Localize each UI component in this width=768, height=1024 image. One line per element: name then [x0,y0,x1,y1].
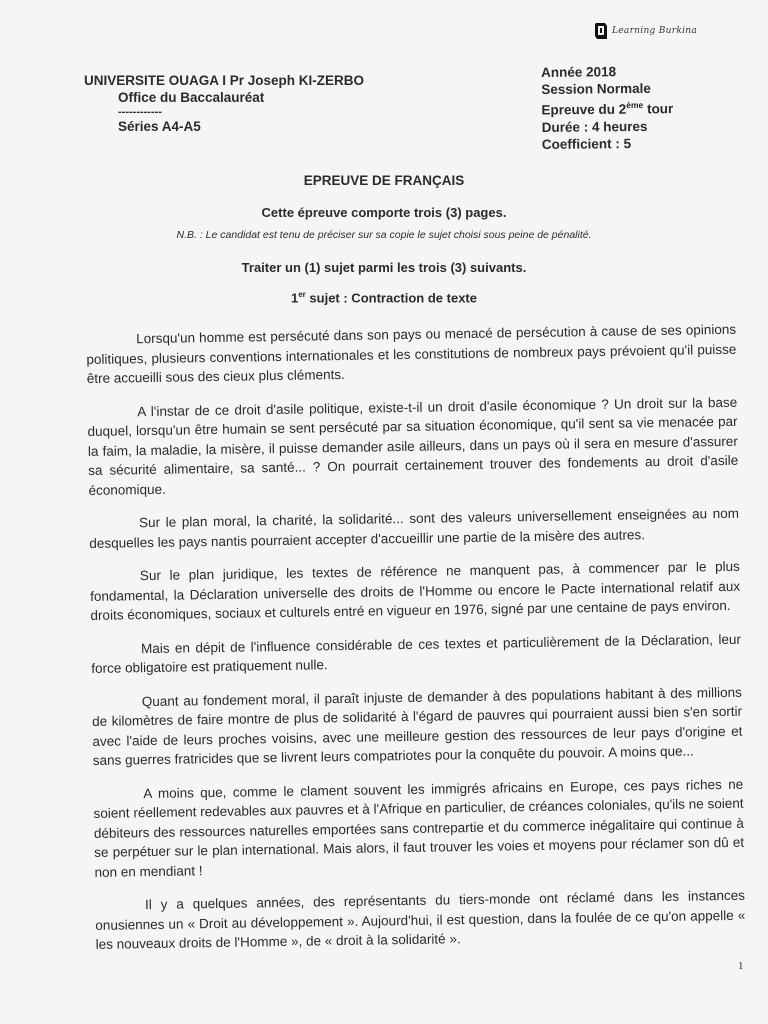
paragraph: A l'instar de ce droit d'asile politique, existe-t-il un droit d'asile économique ? Un droit sur la base duquel, lorsqu'un être humain se sent persécuté par sa situation économique, qu'il sent sa vie menacée par la faim, la maladie, la misère, il puisse demander asile ailleurs, dans un pays où il sera en mesure d'assurer sa sécurité alimentaire, sa santé... ? On pourrait certainement trouver des fondements au droit d'asile économique. [87,394,739,498]
series-label: Séries A4-A5 [118,119,201,134]
page-number: 1 [738,960,744,972]
paragraph: Mais en dépit de l'influence considérable de ces textes et particulièrement de la Déclaration, leur force obligatoire est pratiquement nulle. [91,631,742,676]
page-count-note: Cette épreuve comporte trois (3) pages. [261,205,507,220]
header-exam-info [541,63,674,153]
exam-round: Epreuve du 2ème tour [541,99,674,118]
exam-year: Année 2018 [541,64,617,80]
university-name: UNIVERSITE OUAGA I Pr Joseph KI-ZERBO [84,73,365,88]
header-institution [84,72,364,135]
logo-text: Learning Burkina [612,26,698,36]
paragraph: Quant au fondement moral, il paraît injuste de demander à des populations habitant à des millions de kilomètres de faire montre de plus de solidarité à l'égard de pauvres qui pourraient aussi bien s'en sortir avec l'aide de leurs proches voisins, avec une meilleure gestion des ressources de leur pays d'origine et sans guerres fratricides que se livrent leurs compatriotes pour la conquête du pouvoir. A moins que... [92,684,743,768]
subject-heading: 1er sujet : Contraction de texte [291,290,477,306]
header-separator: ------------ [118,106,162,118]
paragraph: Sur le plan juridique, les textes de référence ne manquent pas, à commencer par le plus fondamental, la Déclaration universelle des droits de l'Homme ou encore le Pacte international relatif aux droits économiques, sociaux et culturels entré en vigueur en 1976, signé par une centaine de pays environ. [90,558,741,623]
paragraph: Sur le plan moral, la charité, la solidarité... sont des valeurs universellement enseignées au nom desquelles les pays nantis pourraient accepter d'accueillir une partie de la misère des autres. [89,505,740,551]
text-body [86,320,746,969]
exam-duration: Durée : 4 heures [541,118,648,135]
exam-coefficient: Coefficient : 5 [541,135,632,152]
instruction: Traiter un (1) sujet parmi les trois (3) suivants. [241,260,527,275]
paragraph: A moins que, comme le clament souvent les immigrés africains en Europe, ces pays riches ne soient réellement redevables aux pauvres et à l'Afrique en particulier, de créances coloniales, qu'ils ne soient débiteurs des ressources naturelles emportées sans contrepartie et du commerce inégalitaire qui continue à se perpétuer sur le plan international. Mais alors, il faut trouver les voies et moyens pour réclamer son dû et non en mendiant ! [93,776,745,880]
exam-title: EPREUVE DE FRANÇAIS [303,173,465,188]
publisher-logo [594,22,697,40]
nb-note: N.B. : Le candidat est tenu de préciser sur sa copie le sujet choisi sous peine de pénalité. [176,229,592,241]
exam-session: Session Normale [541,80,651,97]
paragraph: Il y a quelques années, des représentants du tiers-monde ont réclamé dans les instances onusiennes un « Droit au développement ». Aujourd'hui, il est question, dans la foulée de ce qu'on appelle « les nouveaux droits de l'Homme », de « droit à la solidarité ». [95,887,746,952]
paragraph: Lorsqu'un homme est persécuté dans son pays ou menacé de persécution à cause de ses opinions politiques, plusieurs conventions internationales et les constitutions de nombreux pays prévoient qu'il puisse être accueilli sous des cieux plus cléments. [86,321,737,386]
office-name: Office du Baccalauréat [118,90,265,105]
book-logo-icon [594,22,608,40]
